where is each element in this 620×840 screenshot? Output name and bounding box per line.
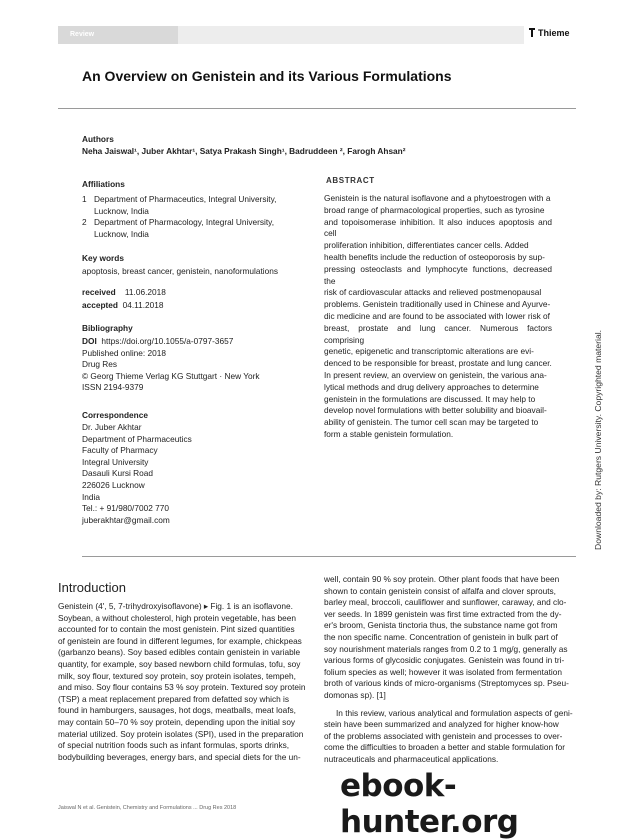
intro-line: of genistein are found in different legumes, for example, chickpeas: [58, 635, 302, 646]
abstract-line: genistein in the formulations are discussed. It may help to: [324, 393, 536, 404]
abstract-line: In present review, an overview on genistein, the various ana-: [324, 369, 547, 380]
affiliation-item-cont: Lucknow, India: [94, 228, 149, 239]
intro-line: nutraceuticals and pharmaceutical applications.: [324, 753, 499, 764]
abstract-line: ability of genistein. The tumor cell scan may be targeted to: [324, 417, 539, 428]
abstract-line: Genistein is the natural isoflavone and a phytoestrogen with a: [324, 193, 551, 203]
intro-line: quantity, for example, soy based newborn child formulas, tofu, soy: [58, 658, 301, 669]
download-notice: Downloaded by: Rutgers University. Copyrighted material.: [593, 329, 603, 550]
intro-line: soy nourishment materials ranges from 0.2 to 1 mg/g, generally as: [324, 643, 568, 654]
correspondence-block: Dr. Juber Akhtar Department of Pharmaceutics Faculty of Pharmacy Integral University Dasauli Kursi Road 226026 Lucknow India Tel.: + 91/980/7002 770 juberakhtar@gmail.com: [82, 422, 312, 526]
intro-line: found in hamburgers, sausages, hot dogs, meatballs, meat loafs,: [58, 705, 296, 716]
intro-line: come the difficulties to broaden a better and stable formulation for: [324, 742, 566, 753]
affiliation-item-cont: Lucknow, India: [94, 205, 149, 216]
intro-line: Soybean, a without cholesterol, high protein vegetable, has been: [58, 612, 297, 623]
abstract-line: denced to be responsible for breast, prostate and lung cancer.: [324, 358, 552, 369]
abstract-line: pressing osteoclasts and lymphocyte functions, decreased the: [324, 263, 552, 286]
title-divider: [58, 108, 576, 109]
intro-line: bodybuilding beverages, energy bars, and special diets for the un-: [58, 751, 301, 762]
affiliations-list: [82, 194, 312, 240]
abstract-line: genetic, epigenetic and transcriptomic alterations are evi-: [324, 346, 534, 357]
publisher-name: Thieme: [538, 28, 570, 38]
intro-line: Genistein (4', 5, 7-trihydroxyisoflavone) ▸ Fig. 1 is an isoflavone.: [58, 601, 293, 611]
intro-line: well, contain 90 % soy protein. Other plant foods that have been: [324, 574, 560, 584]
intro-line: milk, soy flour, textured soy protein, soy protein isolates, tempeh,: [58, 670, 296, 681]
keywords-text: apoptosis, breast cancer, genistein, nanoformulations: [82, 266, 279, 276]
bibliography-label: Bibliography: [82, 323, 133, 333]
intro-line: ver seeds. In 1899 genistein was first time extracted from the dy-: [324, 608, 562, 619]
received-date: received 11.06.2018: [82, 287, 166, 297]
section-divider: [82, 556, 576, 557]
intro-line: barley meal, broccoli, cauliflower and sunflower, caraway, and clo-: [324, 597, 567, 608]
doi-link[interactable]: https://doi.org/10.1055/a-0797-3657: [101, 336, 234, 346]
intro-line: broth of various kinds of micro-organisms (Streptomyces sp. Pseu-: [324, 678, 569, 689]
affiliation-item: 1 Department of Pharmaceutics, Integral University,: [82, 194, 277, 204]
publisher-logo: [528, 28, 570, 38]
intro-right-column: [324, 574, 576, 766]
introduction-heading: Introduction: [58, 580, 126, 595]
intro-line: In this review, various analytical and formulation aspects of geni-: [336, 707, 573, 718]
intro-line: (garbanzo beans). Soy based edibles contain genistein in variable: [58, 647, 301, 658]
abstract-line: problems. Genistein traditionally used in Chinese and Ayurve-: [324, 299, 551, 310]
affiliations-label: Affiliations: [82, 179, 125, 189]
intro-line: accounted for to contain the most genistein. Pint sized quantities: [58, 624, 295, 635]
review-tab: Review: [58, 26, 178, 44]
intro-left-column: [58, 601, 314, 763]
abstract-line: dic medicine and are found to be associated with lower risk of: [324, 310, 550, 321]
authors-names: Neha Jaiswal¹, Juber Akhtar¹, Satya Prakash Singh¹, Badruddeen ², Farogh Ahsan²: [82, 146, 406, 156]
bibliography-block: DOI https://doi.org/10.1055/a-0797-3657 Published online: 2018 Drug Res © Georg Thieme Verlag KG Stuttgart · New York ISSN 2194-9379: [82, 336, 260, 393]
abstract-line: form a stable genistein formulation.: [324, 428, 454, 439]
intro-line: various forms of glycosidic conjugates. Genistein was found in tri-: [324, 655, 565, 666]
abstract-line: risk of cardiovascular attacks and relieved postmenopausal: [324, 287, 542, 298]
abstract-line: health benefits include the reduction of osteoporosis by sup-: [324, 251, 545, 262]
abstract-body: [324, 193, 552, 441]
keywords-label: Key words: [82, 253, 124, 263]
article-title: An Overview on Genistein and its Various Formulations: [82, 68, 452, 84]
page-footer: Jaiswal N et al. Genistein, Chemistry and Formulations ... Drug Res 2018: [58, 805, 237, 811]
intro-line: folium species as well; however it was isolated from fermentation: [324, 666, 562, 677]
correspondence-email[interactable]: juberakhtar@gmail.com: [82, 514, 170, 525]
intro-line: domonas sp). [1]: [324, 689, 386, 700]
intro-line: stein have been summarized and analyzed for higher know-how: [324, 719, 559, 730]
abstract-line: and topoisomerase inhibition. It also induces apoptosis and cell: [324, 216, 552, 239]
abstract-heading: ABSTRACT: [326, 176, 375, 185]
abstract-line: lytical methods and drug delivery approaches to determine: [324, 381, 539, 392]
intro-line: material utilized. Soy protein isolates (SPI), used in the preparation: [58, 728, 304, 739]
accepted-date: accepted 04.11.2018: [82, 300, 164, 310]
intro-line: the non specific name. Concentration of genistein in bulk part of: [324, 631, 558, 642]
intro-line: shown to contain genistein consist of alfalfa and clover sprouts,: [324, 585, 556, 596]
intro-line: of the problems associated with genistein and processes to over-: [324, 730, 563, 741]
intro-line: (TSP) a meat replacement prepared from defatted soy which is: [58, 693, 290, 704]
watermark: ebook-hunter.org: [340, 768, 519, 840]
header-bar: [178, 26, 524, 44]
intro-line: er's broom, Genista tinctoria thus, the substance name got from: [324, 620, 558, 631]
abstract-line: proliferation inhibition, differentiates cancer cells. Added: [324, 240, 529, 251]
abstract-line: develop novel formulations with better solubility and bioavail-: [324, 405, 547, 416]
affiliation-item: 2 Department of Pharmacology, Integral University,: [82, 217, 274, 228]
abstract-line: broad range of pharmacological properties, such as tyrosine: [324, 204, 545, 215]
intro-line: may contain 50–70 % soy protein, depending upon the initial soy: [58, 716, 296, 727]
intro-line: and miso. Soy flour contains 53 % soy protein. Textured soy protein: [58, 682, 306, 693]
abstract-line: breast, prostate and lung cancer. Numerous factors comprising: [324, 322, 552, 345]
correspondence-label: Correspondence: [82, 410, 148, 420]
authors-label: Authors: [82, 134, 114, 144]
thieme-logo-icon: [528, 28, 536, 37]
intro-line: of special nutrition foods such as infant formulas, sports drinks,: [58, 740, 290, 751]
